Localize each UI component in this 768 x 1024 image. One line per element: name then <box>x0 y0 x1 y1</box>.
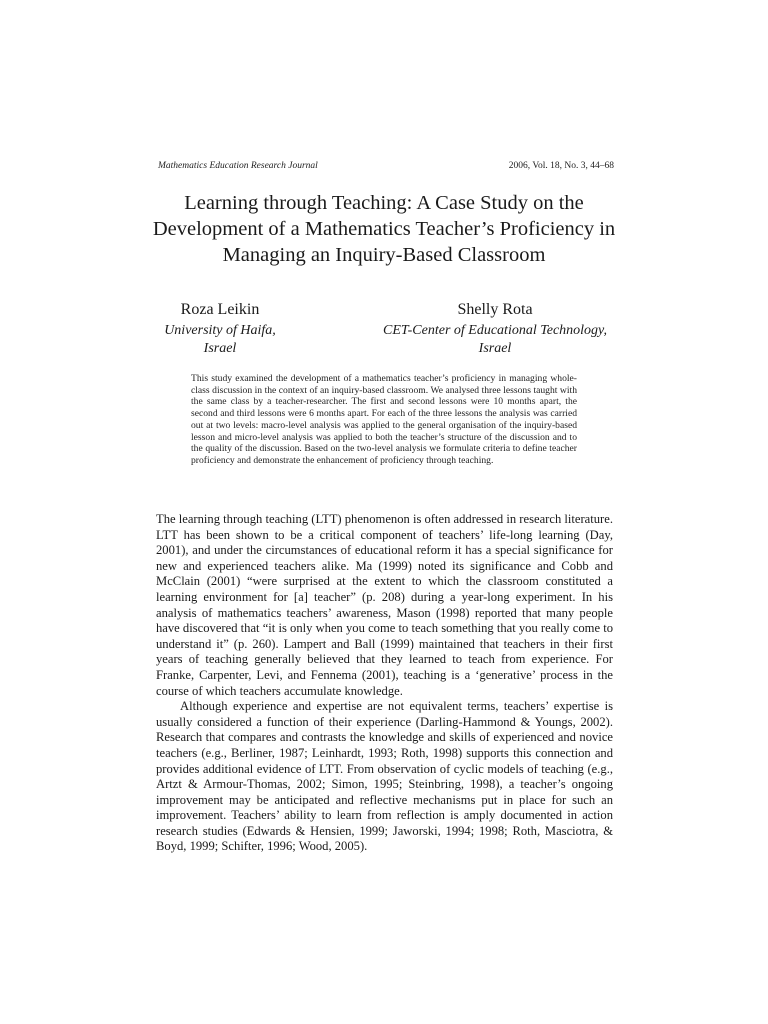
author-affiliation-country: Israel <box>478 341 512 356</box>
author-affiliation: CET-Center of Educational Technology, <box>383 323 607 338</box>
author-name: Roza Leikin <box>180 301 260 318</box>
journal-name: Mathematics Education Research Journal <box>158 161 318 171</box>
author-affiliation-country: Israel <box>203 341 237 356</box>
abstract: This study examined the development of a mathematics teacher’s proficiency in managing whole-class discussion in the context of an inquiry-based classroom. We analysed three lessons taught with the same class by a teacher-researcher. The first and second lessons were 10 months apart, the second and third lessons were 6 months apart. For each of the three lessons the analysis was carried out at two levels: macro-level analysis was applied to the general organisation of the inquiry-based lesson and micro-level analysis was applied to both the teacher’s structure of the discussion and to the quality of the discussion. Based on the two-level analysis we formulate criteria to define teacher proficiency and demonstrate the enhancement of proficiency through teaching. <box>191 373 577 466</box>
paper-title: Learning through Teaching: A Case Study on the Development of a Mathematics Teacher’s Proficiency in Managing an Inquiry-Based Classroom <box>152 192 616 266</box>
citation-info: 2006, Vol. 18, No. 3, 44–68 <box>508 161 614 171</box>
body-text <box>156 512 613 855</box>
body-paragraph: The learning through teaching (LTT) phenomenon is often addressed in research literature. LTT has been shown to be a critical component of teachers’ life-long learning (Day, 2001), and under the circumstances of educational reform it has a special significance for new and experienced teachers alike. Ma (1999) noted its significance and Cobb and McClain (2001) “were surprised at the extent to which the classroom constituted a learning environment for [a] teacher” (p. 208) during a year-long experiment. In his analysis of mathematics teachers’ awareness, Mason (1998) reported that many people have discovered that “it is only when you come to teach something that you really come to understand it” (p. 260). Lampert and Ball (1999) maintained that teachers in their first years of teaching generally believed that they learned to teach from experience. For Franke, Carpenter, Levi, and Fennema (2001), teaching is a ‘generative’ process in the course of which teachers accumulate knowledge. <box>156 512 613 698</box>
author-name: Shelly Rota <box>457 301 533 318</box>
running-head <box>158 161 614 171</box>
body-paragraph: Although experience and expertise are not equivalent terms, teachers’ expertise is usually considered a function of their experience (Darling-Hammond & Youngs, 2002). Research that compares and contrasts the knowledge and skills of experienced and novice teachers (e.g., Berliner, 1987; Leinhardt, 1993; Roth, 1998) supports this connection and provides additional evidence of LTT. From observation of cyclic models of teaching (e.g., Artzt & Armour-Thomas, 2002; Simon, 1995; Steinbring, 1998), a teacher’s ongoing improvement may be anticipated and reflective mechanisms put in place for such an improvement. Teachers’ ability to learn from reflection is amply documented in action research studies (Edwards & Hensien, 1999; Jaworski, 1994; 1998; Roth, Masciotra, & Boyd, 1999; Schifter, 1996; Wood, 2005). <box>156 699 613 854</box>
author-affiliation: University of Haifa, <box>164 323 276 338</box>
author-block-2 <box>370 300 620 358</box>
author-block-1 <box>140 300 300 358</box>
